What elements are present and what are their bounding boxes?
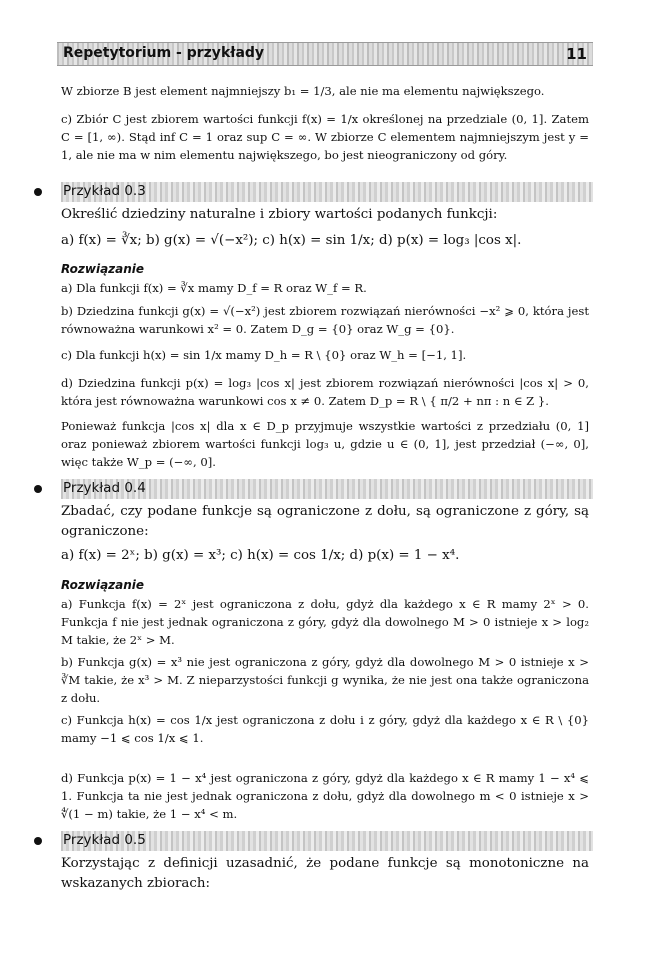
intro-line-1: W zbiorze B jest element najmniejszy b₁ = 1/3, ale nie ma elementu największego. [61,84,545,98]
example-0-5-task: Korzystając z definicji uzasadnić, że podane funkcje są monotoniczne na wskazanych zbiorach: [61,856,589,891]
example-0-3-task: Określić dziedziny naturalne i zbiory wartości podanych funkcji: [61,207,498,222]
example-0-3-solution-label: Rozwiązanie [61,262,145,276]
intro-paragraph-c: c) Zbiór C jest zbiorem wartości funkcji f(x) = 1/x określonej na przedziale (0, 1]. Zatem C = [1, ∞). Stąd inf C = 1 oraz sup C = ∞. W zbiorze C elementem najmniejszym jest y = 1, ale nie ma w nim elementu największego, bo jest nieograniczony od góry. [61,112,589,162]
example-0-3-solution-a: a) Dla funkcji f(x) = ∛x mamy D_f = R oraz W_f = R. [61,281,367,295]
example-0-4-solution-c: c) Funkcja h(x) = cos 1/x jest ograniczona z dołu i z góry, gdyż dla każdego x ∈ R \ {0} mamy −1 ⩽ cos 1/x ⩽ 1. [61,713,589,745]
example-0-3-banner [61,182,593,202]
example-0-3-items: a) f(x) = ∛x; b) g(x) = √(−x²); c) h(x) = sin 1/x; d) p(x) = log₃ |cos x|. [61,233,522,248]
example-0-3-label: Przykład 0.3 [63,183,146,199]
example-0-4-items: a) f(x) = 2ˣ; b) g(x) = x³; c) h(x) = cos 1/x; d) p(x) = 1 − x⁴. [61,548,460,563]
bullet-icon [34,188,42,196]
example-0-3-solution-c: c) Dla funkcji h(x) = sin 1/x mamy D_h = R \ {0} oraz W_h = [−1, 1]. [61,348,467,362]
example-0-5-label: Przykład 0.5 [63,832,146,848]
bullet-icon [34,485,42,493]
example-0-4-solution-b: b) Funkcja g(x) = x³ nie jest ograniczona z góry, gdyż dla dowolnego M > 0 istnieje x > ∛M takie, że x³ > M. Z nieparzystości funkcji g wynika, że nie jest ona także ograniczona z dołu. [61,655,589,705]
page-number: 11 [566,45,587,63]
example-0-4-solution-d: d) Funkcja p(x) = 1 − x⁴ jest ograniczona z góry, gdyż dla każdego x ∈ R mamy 1 − x⁴ ⩽ 1. Funkcja ta nie jest jednak ograniczona z dołu, gdyż dla dowolnego m < 0 istnieje x > ∜(1 − m) takie, że 1 − x⁴ < m. [61,771,589,821]
example-0-3-solution-b: b) Dziedzina funkcji g(x) = √(−x²) jest zbiorem rozwiązań nierówności −x² ⩾ 0, która jest równoważna warunkowi x² = 0. Zatem D_g = {0} oraz W_g = {0}. [61,304,589,336]
example-0-4-task: Zbadać, czy podane funkcje są ograniczone z dołu, są ograniczone z góry, są ograniczone: [61,504,589,539]
bullet-icon [34,837,42,845]
example-0-3-solution-note: Ponieważ funkcja |cos x| dla x ∈ D_p przyjmuje wszystkie wartości z przedziału (0, 1] oraz ponieważ zbiorem wartości funkcji log₃ u, gdzie u ∈ (0, 1], jest przedział (−∞, 0], więc także W_p = (−∞, 0]. [61,419,589,469]
example-0-4-label: Przykład 0.4 [63,480,146,496]
example-0-4-solution-label: Rozwiązanie [61,578,145,592]
page-header [57,42,593,66]
example-0-4-banner [61,479,593,499]
example-0-4-solution-a: a) Funkcja f(x) = 2ˣ jest ograniczona z dołu, gdyż dla każdego x ∈ R mamy 2ˣ > 0. Funkcja f nie jest jednak ograniczona z góry, gdyż dla dowolnego M > 0 istnieje x > log₂ M takie, że 2ˣ > M. [61,597,589,647]
example-0-3-solution-d: d) Dziedzina funkcji p(x) = log₃ |cos x| jest zbiorem rozwiązań nierówności |cos x| > 0, która jest równoważna warunkowi cos x ≠ 0. Zatem D_p = R \ { π/2 + nπ : n ∈ Z }. [61,376,589,408]
example-0-5-banner [61,831,593,851]
header-title: Repetytorium - przykłady [63,45,265,61]
